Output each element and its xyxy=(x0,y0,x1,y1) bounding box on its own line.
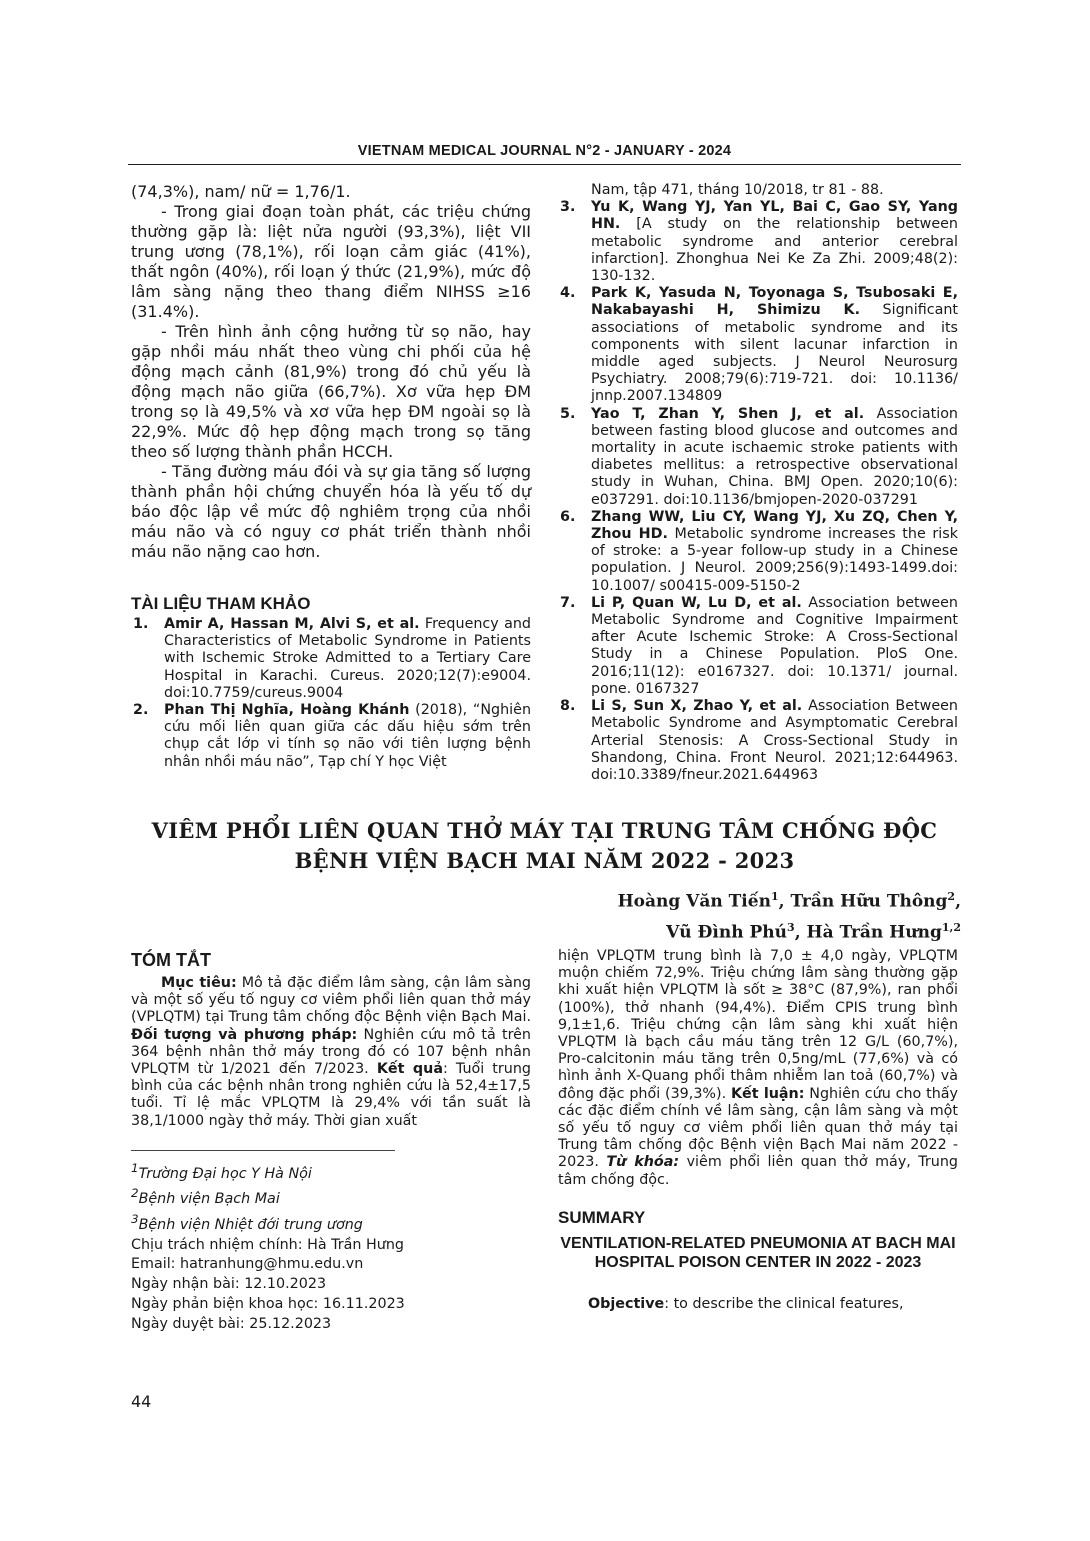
reference-number: 6. xyxy=(560,508,576,525)
reference-authors: Phan Thị Nghĩa, Hoàng Khánh xyxy=(164,702,410,719)
footnote-rule xyxy=(131,1150,395,1151)
reference-item xyxy=(558,509,958,595)
footnote-text: Bệnh viện Nhiệt đới trung ương xyxy=(138,1216,363,1233)
abstract-label: Kết quả xyxy=(376,1061,443,1078)
references-heading: TÀI LIỆU THAM KHẢO xyxy=(131,594,311,613)
summary-title: VENTILATION-RELATED PNEUMONIA AT BACH MAI HOSPITAL POISON CENTER IN 2022 - 2023 xyxy=(560,1235,956,1271)
reference-number: 8. xyxy=(560,698,576,715)
date-approved: Ngày duyệt bài: 25.12.2023 xyxy=(131,1315,332,1332)
references-right xyxy=(558,182,958,784)
abstract-label: Đối tượng và phương pháp: xyxy=(131,1026,358,1043)
reference-authors: Yu K, Wang YJ, Yan YL, Bai C, Gao SY, Yang HN. xyxy=(591,199,958,233)
reference-number: 3. xyxy=(560,199,576,216)
author-name: Trần Hữu Thông xyxy=(790,891,948,912)
abstract-text: viêm phổi liên quan thở máy, Trung tâm chống độc. xyxy=(558,1154,958,1188)
reference-number: 1. xyxy=(133,616,149,632)
reference-text: Nam, tập 471, tháng 10/2018, tr 81 - 88. xyxy=(591,182,884,198)
header-rule xyxy=(128,164,961,165)
summary-heading: SUMMARY xyxy=(558,1208,646,1227)
reference-number: 5. xyxy=(560,405,576,422)
abstract-label: Kết luận: xyxy=(730,1085,805,1102)
abstract-text: Mô tả đặc điểm lâm sàng, cận lâm sàng và một số yếu tố nguy cơ viêm phổi liên quan thở máy (VPLQTM) tại Trung tâm chống độc Bệnh viện Bạch Mai. xyxy=(131,975,532,1026)
reference-authors: Park K, Yasuda N, Toyonaga S, Tsubosaki E, Nakabayashi H, Shimizu K. xyxy=(591,285,958,319)
page-number: 44 xyxy=(131,1392,152,1411)
reference-number: 7. xyxy=(560,594,576,611)
summary-body xyxy=(558,1296,958,1313)
author-affiliation: 3 xyxy=(787,920,795,934)
paragraph: - Trong giai đoạn toàn phát, các triệu chứng thường gặp là: liệt nửa người (93,3%), liệt VII trung ương (78,1%), rối loạn cảm giác (41%), thất ngôn (40%), rối loạn ý thức (21,9%), mức độ lâm sàng nặng theo thang điểm NIHSS ≥16 (31.4%). xyxy=(131,202,531,321)
reference-authors: Li S, Sun X, Zhao Y, et al. xyxy=(591,698,803,715)
reference-item xyxy=(558,406,958,509)
paragraph: (74,3%), nam/ nữ = 1,76/1. xyxy=(131,182,351,201)
abstract-text: Nghiên cứu cho thấy các đặc điểm chính về lâm sàng, cận lâm sàng và một số yếu tố nguy cơ viêm phổi liên quan thở máy tại Trung tâm chống độc Bệnh viện Bạch Mai năm 2022 - 2023. xyxy=(558,1085,958,1171)
footnotes xyxy=(131,1159,531,1335)
reference-item xyxy=(558,698,958,784)
reference-text: Frequency and Characteristics of Metabolic Syndrome in Patients with Ischemic Stroke Admitted to a Tertiary Care Hospital in Karachi. Cureus. 2020;12(7):e9004. doi:10.7759/cureus.9004 xyxy=(164,616,531,701)
author-affiliation: 1,2 xyxy=(941,920,961,934)
footnote-sup: 2 xyxy=(131,1186,139,1201)
reference-item xyxy=(558,285,958,405)
article-title xyxy=(128,816,961,876)
references-left xyxy=(131,616,531,771)
title-line: BỆNH VIỆN BẠCH MAI NĂM 2022 - 2023 xyxy=(294,848,795,873)
reference-authors: Li P, Quan W, Lu D, et al. xyxy=(591,594,802,611)
footnote-text: Bệnh viện Bạch Mai xyxy=(138,1191,280,1208)
reference-text: Significant associations of metabolic syndrome and its components with silent lacunar infarction in middle aged subjects. J Neurol Neurosurg Psychiatry. 2008;79(6):719-721. doi: 10.1136/ jnnp.2007.134809 xyxy=(591,302,959,405)
author-name: Hoàng Văn Tiến xyxy=(617,891,771,912)
running-header: VIETNAM MEDICAL JOURNAL N°2 - JANUARY - 2024 xyxy=(357,143,732,159)
title-line: VIÊM PHỔI LIÊN QUAN THỞ MÁY TẠI TRUNG TÂM CHỐNG ĐỘC xyxy=(151,818,938,843)
corresponding-author: Chịu trách nhiệm chính: Hà Trần Hưng xyxy=(131,1236,404,1253)
summary-text: : to describe the clinical features, xyxy=(664,1296,904,1312)
author-affiliation: 1 xyxy=(770,890,779,903)
date-received: Ngày nhận bài: 12.10.2023 xyxy=(131,1276,327,1293)
summary-paragraph xyxy=(558,1296,958,1313)
abstract-left xyxy=(131,975,531,1130)
author-line: Hoàng Văn Tiến$^1$, Trần Hữu Thông$^2$, xyxy=(617,890,961,912)
abstract-heading: TÓM TẮT xyxy=(131,950,211,970)
reference-number: 2. xyxy=(133,702,149,719)
abstract-label: Từ khóa: xyxy=(606,1154,680,1171)
author-affiliation: 2 xyxy=(947,890,956,903)
abstract-right xyxy=(558,948,958,1189)
left-column-body xyxy=(131,182,531,562)
reference-text: (2018), “Nghiên cứu mối liên quan giữa các dấu hiệu sớm trên chụp cắt lớp vi tính sọ não với tiên lượng bệnh nhân nhồi máu não”, Tạp chí Y học Việt xyxy=(164,702,532,770)
reference-text: Association between Metabolic Syndrome and Cognitive Impairment after Acute Ischemic Stroke: A Cross-Sectional Study in a Chinese Population. PloS One. 2016;11(12): e0167327. doi: 10.1371/ journal. pone. 0167327 xyxy=(591,594,958,697)
author-list xyxy=(500,884,961,945)
affiliation-3 xyxy=(131,1210,531,1236)
date-reviewed: Ngày phản biện khoa học: 16.11.2023 xyxy=(131,1296,405,1313)
reference-text: Association Between Metabolic Syndrome and Asymptomatic Cerebral Arterial Stenosis: A Cross-Sectional Study in Shandong, China. Front Neurol. 2021;12:644963. doi:10.3389/fneur.2021.644963 xyxy=(591,698,958,783)
reference-text: [A study on the relationship between metabolic syndrome and anterior cerebral infarction]. Zhonghua Nei Ke Za Zhi. 2009;48(2): 130-132. xyxy=(591,216,958,285)
summary-label: Objective xyxy=(588,1296,665,1312)
reference-text: Metabolic syndrome increases the risk of stroke: a 5-year follow-up study in a Chinese population. J Neurol. 2009;256(9):1493-1499.doi: 10.1007/ s00415-009-5150-2 xyxy=(591,526,958,594)
reference-text: Association between fasting blood glucose and outcomes and mortality in acute ischaemic stroke patients with diabetes mellitus: a retrospective observational study in Wuhan, China. BMJ Open. 2020;10(6): e037291. doi:10.1136/bmjopen-2020-037291 xyxy=(591,405,958,508)
abstract-label: Mục tiêu: xyxy=(161,975,237,991)
footnote-text: Trường Đại học Y Hà Nội xyxy=(138,1165,312,1182)
affiliation-1 xyxy=(131,1159,531,1185)
paragraph: - Tăng đường máu đói và sự gia tăng số lượng thành phần hội chứng chuyển hóa là yếu tố dự báo độc lập về mức độ nghiêm trọng của nhồi máu não và có nguy cơ phát triển thành nhồi máu não nặng cao hơn. xyxy=(131,462,531,561)
abstract-paragraph xyxy=(131,975,531,1130)
reference-item xyxy=(558,182,958,199)
affiliation-2 xyxy=(131,1185,531,1211)
abstract-text: Nghiên cứu mô tả trên 364 bệnh nhân thở máy trong đó có 107 bệnh nhân VPLQTM từ 1/2021 đến 7/2023. xyxy=(131,1026,531,1078)
reference-authors: Zhang WW, Liu CY, Wang YJ, Xu ZQ, Chen Y, Zhou HD. xyxy=(591,508,958,543)
footnote-sup: 1 xyxy=(131,1161,139,1175)
abstract-text: hiện VPLQTM trung bình là 7,0 ± 4,0 ngày, VPLQTM muộn chiếm 72,9%. Triệu chứng lâm sàng thường gặp khi xuất hiện VPLQTM là sốt ≥ 38°C (87,9%), ran phổi (100%), thở nhanh (94,4%). Điểm CPIS trung bình 9,1±1,6. Triệu chứng cận lâm sàng khi xuất hiện VPLQTM là bạch cầu máu tăng trên 12 G/L (60,7%), Pro-calcitonin máu tăng trên 0,5ng/mL (77,6%) và có hình ảnh X-Quang phổi thâm nhiễm lan toả (60,7%) và đông đặc phổi (39,3%). xyxy=(558,948,958,1102)
reference-item xyxy=(558,595,958,698)
abstract-text: : Tuổi trung bình của các bệnh nhân trong nghiên cứu là 52,4±17,5 tuổi. Tỉ lệ mắc VPLQTM là 29,4% với tần suất là 38,1/1000 ngày thở máy. Thời gian xuất xyxy=(131,1061,531,1129)
abstract-paragraph xyxy=(558,948,958,1189)
reference-item xyxy=(558,199,958,285)
author-line: Vũ Đình Phú$^3$, Hà Trần Hưng$^{1,2}$ xyxy=(666,920,961,943)
reference-number: 4. xyxy=(560,285,576,302)
footnote-sup: 3 xyxy=(131,1212,139,1227)
reference-authors: Yao T, Zhan Y, Shen J, et al. xyxy=(591,405,865,422)
paragraph: - Trên hình ảnh cộng hưởng từ sọ não, hay gặp nhồi máu nhất theo vùng chi phối của hệ động mạch cảnh (81,9%) trong đó chủ yếu là động mạch não giữa (66,7%). Xơ vữa hẹp ĐM trong sọ là 49,5% và xơ vữa hẹp ĐM ngoài sọ là 22,9%. Mức độ hẹp động mạch trong sọ tăng theo số lượng thành phần HCCH. xyxy=(131,322,531,461)
author-name: Vũ Đình Phú xyxy=(666,922,788,943)
reference-authors: Amir A, Hassan M, Alvi S, et al. xyxy=(164,616,420,632)
reference-item xyxy=(131,616,531,702)
email: Email: hatranhung@hmu.edu.vn xyxy=(131,1256,364,1273)
author-name: Hà Trần Hưng xyxy=(806,922,942,943)
reference-item xyxy=(131,702,531,771)
